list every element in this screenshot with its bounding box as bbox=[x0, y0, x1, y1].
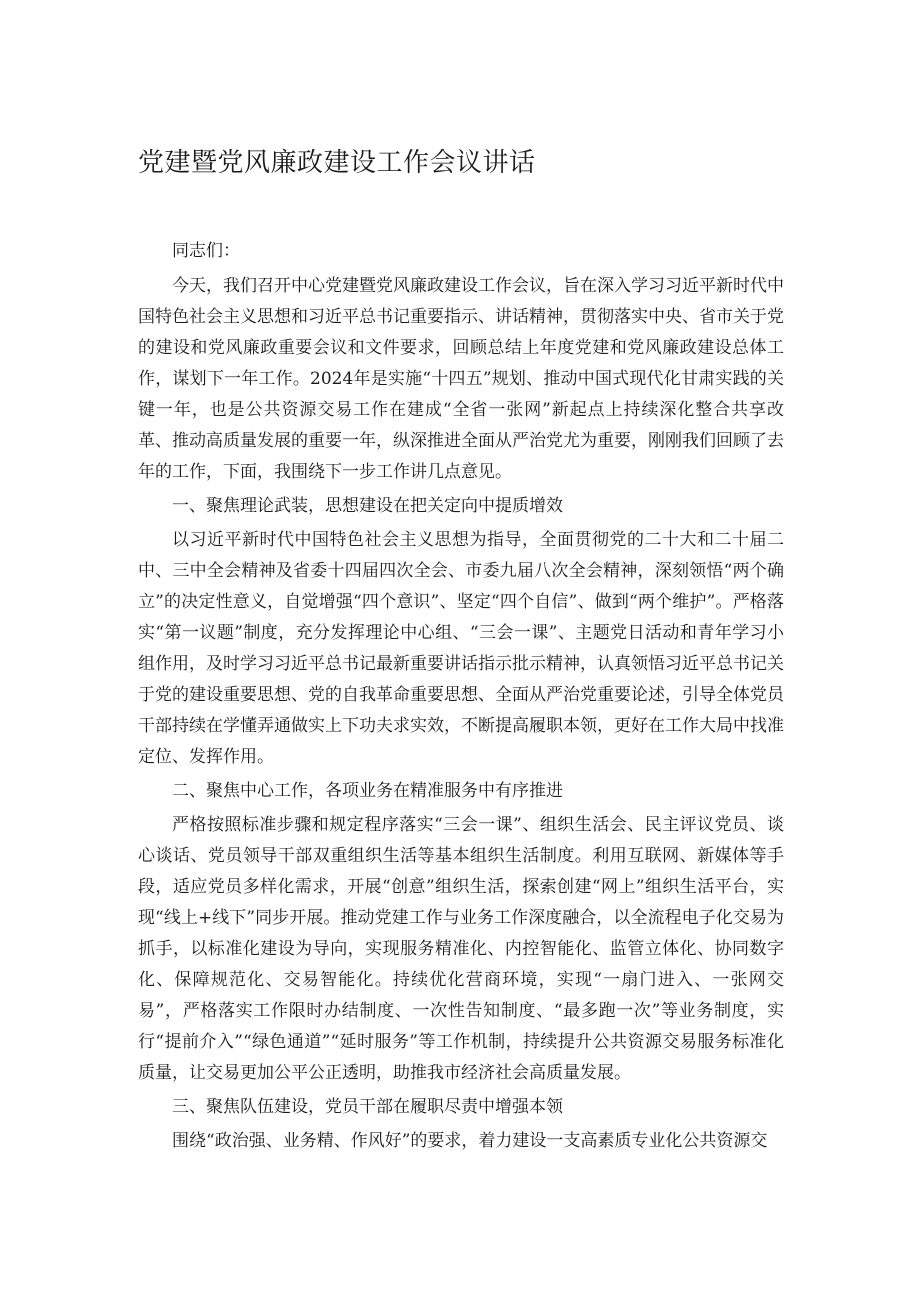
section-heading-2: 二、聚焦中心工作，各项业务在精准服务中有序推进 bbox=[172, 781, 563, 801]
section-heading-1: 一、聚焦理论武装，思想建设在把关定向中提质增效 bbox=[172, 496, 563, 516]
paragraph-section-1: 以习近平新时代中国特色社会主义思想为指导，全面贯彻党的二十大和二十届二中、三中全会精神及省委十四届四次全会、市委九届八次全会精神，深刻领悟“两个确立”的决定性意义，自觉增强“四个意识”、坚定“四个自信”、做到“两个维护”。严格落实“第一议题”制度，充分发挥理论中心组、“三会一课”、主题党日活动和青年学习小组作用，及时学习习近平总书记最新重要讲话指示批示精神，认真领悟习近平总书记关于党的建设重要思想、党的自我革命重要思想、全面从严治党重要论述，引导全体党员干部持续在学懂弄通做实上下功夫求实效，不断提高履职本领，更好在工作大局中找准定位、发挥作用。 bbox=[138, 530, 784, 767]
document-body bbox=[138, 236, 784, 1157]
paragraph-section-3: 围绕“政治强、业务精、作风好”的要求，着力建设一支高素质专业化公共资源交 bbox=[172, 1131, 768, 1151]
section-heading-3: 三、聚焦队伍建设，党员干部在履职尽责中增强本领 bbox=[172, 1097, 563, 1117]
document-title: 党建暨党风廉政建设工作会议讲话 bbox=[138, 148, 536, 178]
paragraph-intro: 今天，我们召开中心党建暨党风廉政建设工作会议，旨在深入学习习近平新时代中国特色社会主义思想和习近平总书记重要指示、讲话精神，贯彻落实中央、省市关于党的建设和党风廉政重要会议和文件要求，回顾总结上年度党建和党风廉政建设总体工作，谋划下一年工作。2024年是实施“十四五”规划、推动中国式现代化甘肃实践的关键一年，也是公共资源交易工作在建成“全省一张网”新起点上持续深化整合共享改革、推动高质量发展的重要一年，纵深推进全面从严治党尤为重要，刚刚我们回顾了去年的工作，下面，我围绕下一步工作讲几点意见。 bbox=[138, 276, 784, 482]
greeting: 同志们： bbox=[172, 241, 240, 261]
paragraph-section-2: 严格按照标准步骤和规定程序落实“三会一课”、组织生活会、民主评议党员、谈心谈话、党员领导干部双重组织生活等基本组织生活制度。利用互联网、新媒体等手段，适应党员多样化需求，开展“创意”组织生活，探索创建“网上”组织生活平台，实现“线上+线下”同步开展。推动党建工作与业务工作深度融合，以全流程电子化交易为抓手，以标准化建设为导向，实现服务精准化、内控智能化、监管立体化、协同数字化、保障规范化、交易智能化。持续优化营商环境，实现“一扇门进入、一张网交易”，严格落实工作限时办结制度、一次性告知制度、“最多跑一次”等业务制度，实行“提前介入”“绿色通道”“延时服务”等工作机制，持续提升公共资源交易服务标准化质量，让交易更加公平公正透明，助推我市经济社会高质量发展。 bbox=[138, 815, 784, 1083]
